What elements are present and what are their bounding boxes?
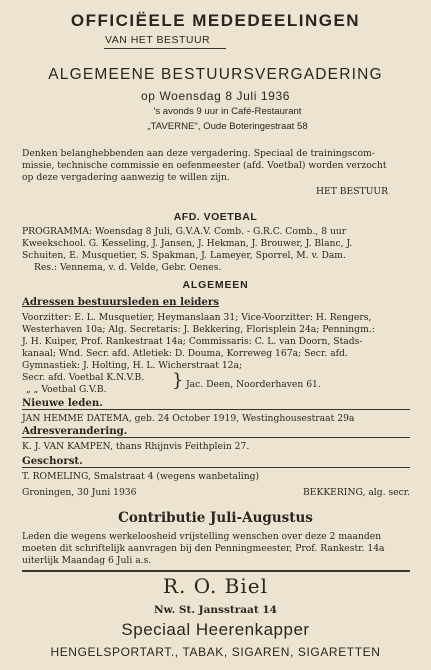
address-line: kanaal; Wnd. Secr. afd. Atletiek: D. Douma, Korreweg 167a; Secr. afd.	[22, 348, 348, 359]
address-change-heading: Adresverandering.	[22, 425, 128, 437]
new-member-line: JAN HEMME DATEMA, geb. 24 October 1919, Westinghousestraat 29a	[22, 413, 355, 424]
suspended-rule	[22, 467, 410, 468]
address-line: Gymnastiek: J. Holting, H. L. Wicherstraat 12a;	[22, 360, 243, 371]
meeting-body-line: missie, technische commissie en oefenmeester (afd. Voetbal) worden verzocht	[22, 160, 387, 171]
secr-gvb: „ „ Voetbal G.V.B.	[26, 384, 107, 395]
subtitle-rule	[104, 48, 226, 49]
meeting-venue: „TAVERNE", Oude Boteringestraat 58	[147, 121, 308, 132]
secr-person: Jac. Deen, Noorderhaven 61.	[186, 379, 321, 390]
meeting-body-line: op deze vergadering aanwezig te willen zijn.	[22, 172, 230, 183]
meeting-date: op Woensdag 8 Juli 1936	[140, 89, 290, 103]
contributie-line: Leden die wegens werkeloosheid vrijstelling wenschen over deze 2 maanden	[22, 531, 382, 542]
meeting-heading: ALGEMEENE BESTUURSVERGADERING	[48, 66, 383, 83]
suspended-heading: Geschorst.	[22, 455, 83, 467]
new-members-rule	[22, 409, 410, 410]
page-subtitle: VAN HET BESTUUR	[105, 34, 211, 46]
meeting-signature: HET BESTUUR	[316, 186, 389, 197]
advert-top-rule	[22, 570, 410, 572]
address-line: Voorzitter: E. L. Musquetier, Heymanslaan 31; Vice-Voorzitter: H. Rengers,	[22, 312, 372, 323]
suspended-line: T. ROMELING, Smalstraat 4 (wegens wanbetaling)	[22, 471, 260, 482]
voetbal-line: Kweekschool. G. Kesseling, J. Jansen, J. Hekman, J. Brouwer, J. Blanc, J.	[22, 238, 353, 249]
page-title: OFFICIËELE MEDEDEELINGEN	[70, 11, 361, 30]
voetbal-heading: AFD. VOETBAL	[173, 211, 258, 223]
advert-name: R. O. Biel	[162, 574, 269, 598]
contributie-line: moeten dit schriftelijk aanvragen bij den Penningmeester, Prof. Rankestr. 14a	[22, 543, 385, 554]
voetbal-line: PROGRAMMA: Woensdag 8 Juli, G.V.A.V. Comb. - G.R.C. Comb., 8 uur	[22, 226, 347, 237]
voetbal-line: Schuiten, E. Musquetier, S. Spakman, J. Lameyer, Sporrel, M. v. Dam.	[22, 250, 346, 261]
contributie-heading: Contributie Juli-Augustus	[118, 510, 313, 526]
algemeen-heading: ALGEMEEN	[182, 279, 249, 291]
meeting-body-line: Denken belanghebbenden aan deze vergadering. Speciaal de trainingscom-	[22, 148, 375, 159]
address-change-line: K. J. VAN KAMPEN, thans Rhijnvis Feithplein 27.	[22, 441, 250, 452]
new-members-heading: Nieuwe leden.	[22, 397, 103, 409]
voetbal-line: Res.: Vennema, v. d. Velde, Gebr. Oenes.	[34, 262, 222, 273]
address-change-rule	[22, 437, 410, 438]
addresses-heading: Adressen bestuursleden en leiders	[22, 296, 220, 308]
secretary-signature: BEKKERING, alg. secr.	[303, 487, 411, 498]
advert-tagline: Speciaal Heerenkapper	[121, 620, 310, 639]
contributie-line: uiterlijk Maandag 6 Juli a.s.	[22, 555, 152, 566]
secr-knvb: Secr. afd. Voetbal K.N.V.B.	[22, 372, 145, 383]
address-line: J. H. Kuiper, Prof. Rankestraat 14a; Commissaris: C. L. van Doorn, Stads-	[22, 336, 363, 347]
meeting-time: 's avonds 9 uur in Café-Restaurant	[153, 106, 302, 117]
address-line: Westerhaven 10a; Alg. Secretaris: J. Bekkering, Florisplein 24a; Penningm.:	[22, 324, 375, 335]
place-date: Groningen, 30 Juni 1936	[22, 487, 137, 498]
brace-glyph: }	[172, 370, 184, 391]
advert-goods: HENGELSPORTART., TABAK, SIGAREN, SIGARETTEN	[50, 645, 381, 659]
advert-address: Nw. St. Jansstraat 14	[154, 604, 277, 616]
